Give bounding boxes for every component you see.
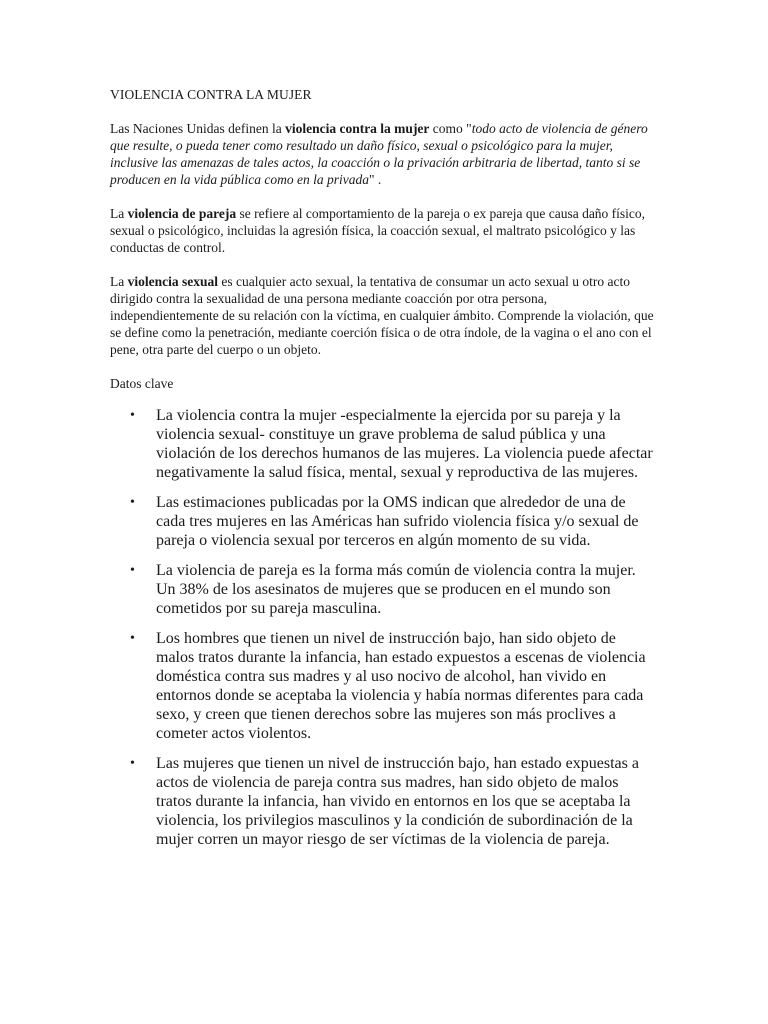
document-title: VIOLENCIA CONTRA LA MUJER <box>110 87 312 102</box>
list-item-text: La violencia contra la mujer -especialmente la ejercida por su pareja y la violencia sexual- constituye un grave problema de salud pública y una violación de los derechos humanos de las mujeres. La violencia puede afectar negativamente la salud física, mental, sexual y reproductiva de las mujeres. <box>156 407 653 481</box>
p3-text-a: La <box>110 274 128 289</box>
bullet-icon: • <box>130 563 135 578</box>
paragraph-intimate-partner-violence <box>110 205 658 256</box>
bullet-icon: • <box>130 756 135 771</box>
list-item <box>110 493 658 550</box>
list-item-text: Los hombres que tienen un nivel de instrucción bajo, han sido objeto de malos tratos durante la infancia, han estado expuestos a escenas de violencia doméstica contra sus madres y al uso nocivo de alcohol, han vivido en entornos donde se aceptaba la violencia y había normas diferentes para cada sexo, y creen que tienen derechos sobre las mujeres son más proclives a cometer actos violentos. <box>156 630 646 742</box>
bullet-icon: • <box>130 495 135 510</box>
bullet-icon: • <box>130 631 135 646</box>
p1-italic-quote: todo acto de violencia de género que resulte, o pueda tener como resultado un daño físico, sexual o psicológico para la mujer, inclusive las amenazas de tales actos, la coacción o la privación arbitraria de libertad, tanto si se producen en la vida pública como en la privada <box>110 121 648 187</box>
key-facts-list <box>110 406 658 849</box>
p1-text-c: como " <box>429 121 472 136</box>
p1-bold-term: violencia contra la mujer <box>285 121 430 136</box>
list-item-text: Las estimaciones publicadas por la OMS indican que alrededor de una de cada tres mujeres en las Américas han sufrido violencia física y/o sexual de pareja o violencia sexual por terceros en algún momento de su vida. <box>156 494 639 549</box>
p2-bold-term: violencia de pareja <box>127 206 237 221</box>
p2-text-a: La <box>110 206 128 221</box>
list-item <box>110 754 658 849</box>
list-item <box>110 406 658 482</box>
paragraph-sexual-violence <box>110 273 658 358</box>
document-page <box>110 86 658 860</box>
paragraph-un-definition <box>110 120 658 188</box>
key-facts-heading: Datos clave <box>110 376 174 391</box>
p3-text-c: es cualquier acto sexual, la tentativa de consumar un acto sexual u otro acto dirigido contra la sexualidad de una persona mediante coacción por otra persona, independientemente de su relación con la víctima, en cualquier ámbito. Comprende la violación, que se define como la penetración, mediante coerción física o de otra índole, de la vagina o el ano con el pene, otra parte del cuerpo o un objeto. <box>110 274 654 357</box>
p1-text-e: " . <box>368 172 382 187</box>
list-item-text: La violencia de pareja es la forma más común de violencia contra la mujer. Un 38% de los asesinatos de mujeres que se producen en el mundo son cometidos por su pareja masculina. <box>156 562 636 617</box>
list-item <box>110 561 658 618</box>
p2-text-c: se refiere al comportamiento de la pareja o ex pareja que causa daño físico, sexual o psicológico, incluidas la agresión física, la coacción sexual, el maltrato psicológico y las conductas de control. <box>110 206 646 255</box>
list-item <box>110 629 658 743</box>
bullet-icon: • <box>130 408 135 423</box>
p3-bold-term: violencia sexual <box>127 274 218 289</box>
list-item-text: Las mujeres que tienen un nivel de instrucción bajo, han estado expuestas a actos de violencia de pareja contra sus madres, han sido objeto de malos tratos durante la infancia, han vivido en entornos en los que se aceptaba la violencia, los privilegios masculinos y la condición de subordinación de la mujer corren un mayor riesgo de ser víctimas de la violencia de pareja. <box>156 755 639 848</box>
p1-text-a: Las Naciones Unidas definen la <box>110 121 286 136</box>
